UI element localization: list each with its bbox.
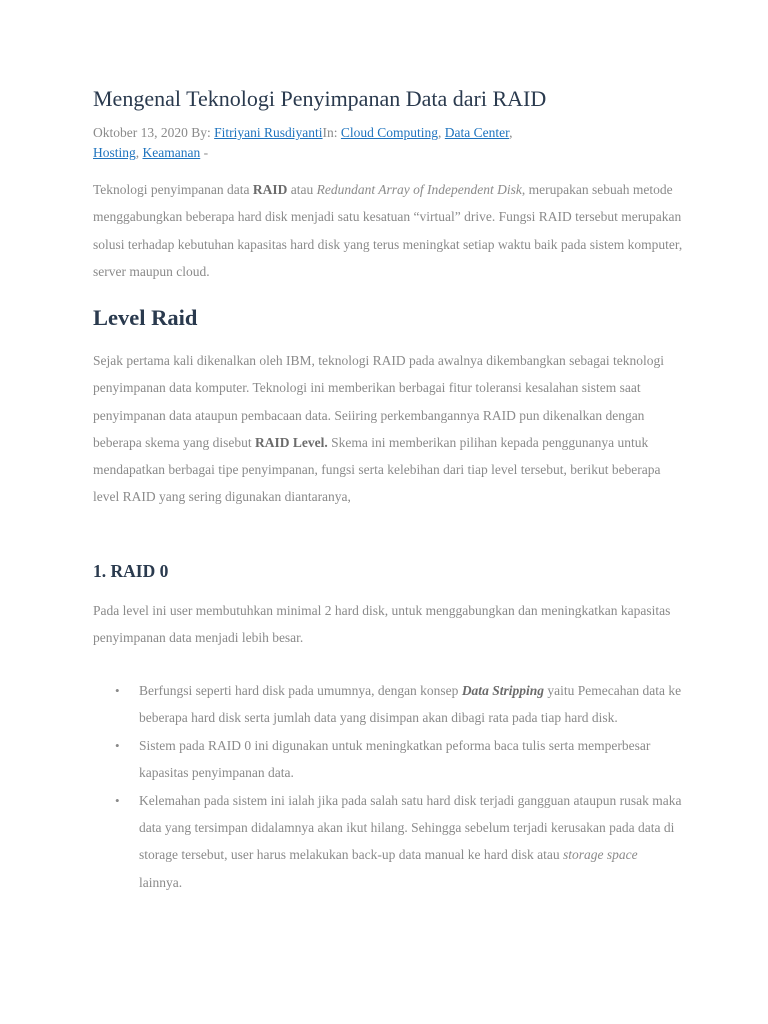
- bullet-icon: •: [115, 792, 120, 808]
- section-heading-level-raid: Level Raid: [93, 305, 198, 330]
- list-item: • Kelemahan pada sistem ini ialah jika pada salah satu hard disk terjadi gangguan ataupun rusak maka data yang tersimpan didalamnya akan ikut hilang. Sehingga sebelum terjadi kerusakan pada data di storage tersebut, user harus melakukan back-up data manual ke hard disk atau storage space lainnya.: [93, 787, 683, 897]
- raid-full-name: Redundant Array of Independent Disk: [316, 182, 522, 197]
- meta-trailing: -: [203, 144, 209, 160]
- category-link-cloud-computing[interactable]: Cloud Computing: [340, 125, 439, 140]
- bullet-icon: •: [115, 737, 120, 753]
- raid-0-bullet-list: [93, 677, 683, 896]
- category-link-hosting[interactable]: Hosting: [93, 144, 136, 160]
- storage-space-term: storage space: [562, 847, 638, 863]
- data-stripping-term: Data Stripping: [461, 683, 544, 698]
- raid-bold: RAID: [252, 182, 288, 197]
- raid-level-bold: RAID Level.: [254, 434, 328, 450]
- list-item: • Sistem pada RAID 0 ini digunakan untuk meningkatkan peforma baca tulis serta memperbesar kapasitas penyimpanan data.: [93, 732, 683, 787]
- category-link-keamanan[interactable]: Keamanan: [142, 144, 201, 160]
- article-title: Mengenal Teknologi Penyimpanan Data dari RAID: [93, 86, 547, 111]
- author-link[interactable]: Fitriyani Rusdiyanti: [214, 125, 323, 140]
- by-label: By:: [191, 125, 211, 140]
- bullet-icon: •: [115, 683, 120, 698]
- article-meta: Oktober 13, 2020 By: Fitriyani RusdiyantiIn: Cloud Computing, Data Center, Hosting, Keamanan -: [93, 125, 513, 160]
- raid-0-paragraph: Pada level ini user membutuhkan minimal 2 hard disk, untuk menggabungkan dan meningkatkan kapasitas penyimpanan data menjadi lebih besar.: [93, 603, 671, 646]
- post-date: Oktober 13, 2020: [93, 125, 188, 140]
- category-link-data-center[interactable]: Data Center: [444, 125, 510, 140]
- level-raid-paragraph: Sejak pertama kali dikenalkan oleh IBM, teknologi RAID pada awalnya dikembangkan sebagai teknologi penyimpanan data komputer. Teknologi ini memberikan berbagai fitur toleransi kesalahan sistem saat penyimpanan data ataupun pembacaan data. Seiiring perkembangannya RAID pun dikenalkan dengan beberapa skema yang disebut RAID Level. Skema ini memberikan pilihan kepada penggunanya untuk mendapatkan berbagai tipe penyimpanan, fungsi serta kelebihan dari tiap level tersebut, berikut beberapa level RAID yang sering digunakan diantaranya,: [93, 353, 664, 505]
- section-heading-raid-0: 1. RAID 0: [93, 561, 169, 581]
- intro-paragraph: Teknologi penyimpanan data RAID atau Redundant Array of Independent Disk, merupakan sebuah metode menggabungkan beberapa hard disk menjadi satu kesatuan “virtual” drive. Fungsi RAID tersebut merupakan solusi terhadap kebutuhan kapasitas hard disk yang terus meningkat setiap waktu baik pada sistem komputer, server maupun cloud.: [93, 182, 683, 279]
- list-item: • Berfungsi seperti hard disk pada umumnya, dengan konsep Data Stripping yaitu Pemecahan data ke beberapa hard disk serta jumlah data yang disimpan akan dibagi rata pada tiap hard disk.: [93, 677, 683, 732]
- in-label: In:: [322, 125, 338, 140]
